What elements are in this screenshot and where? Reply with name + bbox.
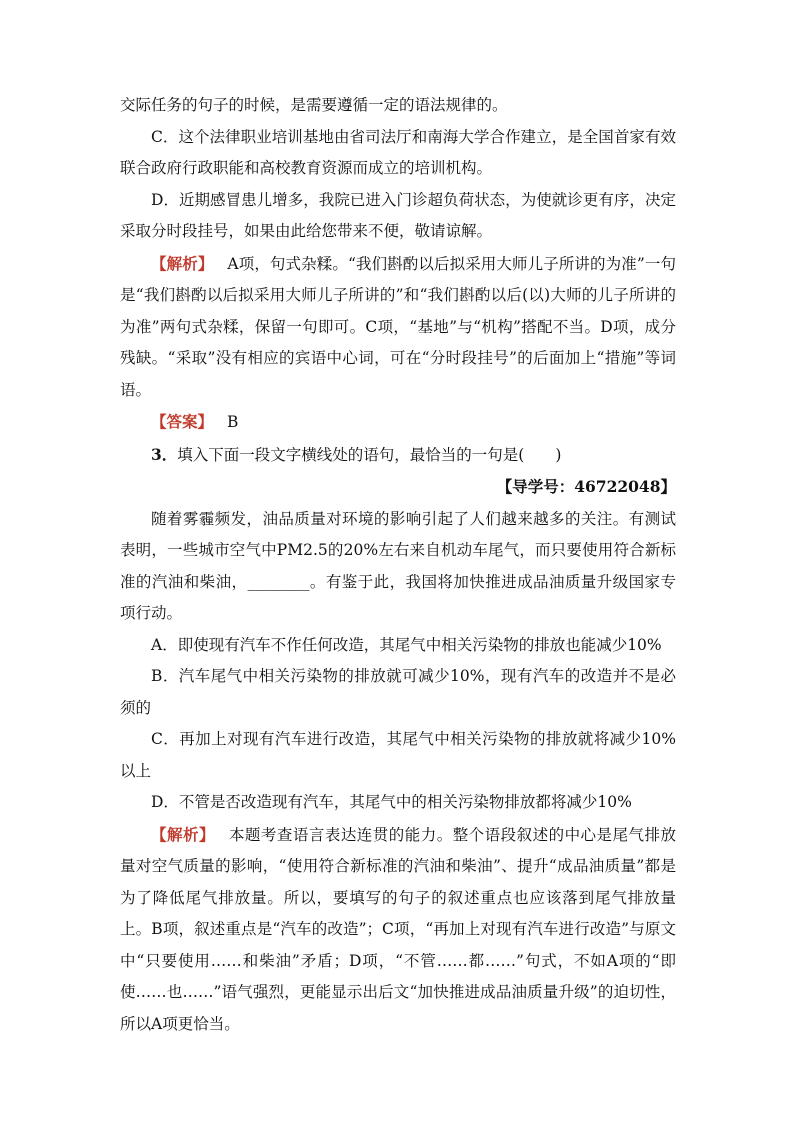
q3-guide-number: 【导学号：46722048】 [496,477,676,496]
answer-label: 【答案】 [151,412,214,431]
q2-option-a-tail: 交际任务的句子的时候，是需要遵循一定的语法规律的。 [120,96,508,114]
document-page [120,90,676,1040]
q3-analysis [120,819,676,1041]
q3-number: 3． [151,444,178,464]
q3-option-b: B．汽车尾气中相关污染物的排放就可减少10%，现有汽车的改造并不是必须的 [120,667,676,717]
q3-stem [120,439,676,472]
q3-option-c: C．再加上对现有汽车进行改造，其尾气中相关污染物的排放就将减少10%以上 [120,730,676,780]
analysis-label: 【解析】 [151,824,215,844]
analysis-label: 【解析】 [151,253,214,273]
q2-analysis-text: A项，句式杂糅。“我们斟酌以后拟采用大师儿子所讲的为准”一句是“我们斟酌以后拟采用大师儿子所讲的”和“我们斟酌以后(以)大师的儿子所讲的为准”两句式杂糅，保留一句即可。C项，“基地”与“机构”搭配不当。D项，成分残缺。“采取”没有相应的宾语中心词，可在“分时段挂号”的后面加上“措施”等词语。 [120,254,676,399]
q3-option-d: D．不管是否改造现有汽车，其尾气中的相关污染物排放都将减少10% [151,793,632,811]
q3-analysis-text: 本题考查语言表达连贯的能力。整个语段叙述的中心是尾气排放量对空气质量的影响，“使用符合新标准的汽油和柴油”、提升“成品油质量”都是为了降低尾气排放量。所以，要填写的句子的叙述重点也应该落到尾气排放量上。B项，叙述重点是“汽车的改造”；C项，“再加上对现有汽车进行改造”与原文中“只要使用……和柴油”矛盾；D项，“不管……都……”句式，不如A项的“即使……也……”语气强烈，更能显示出后文“加快推进成品油质量升级”的迫切性，所以A项更恰当。 [120,825,676,1033]
q2-analysis [120,248,676,407]
q2-option-d: D．近期感冒患儿增多，我院已进入门诊超负荷状态，为使就诊更有序，决定采取分时段挂号，如果由此给您带来不便，敬请谅解。 [120,190,676,240]
q2-answer-text: B [227,413,239,431]
q3-option-a: A．即使现有汽车不作任何改造，其尾气中相关污染物的排放也能减少10% [151,635,662,654]
q3-passage: 随着雾霾频发，油品质量对环境的影响引起了人们越来越多的关注。有测试表明，一些城市空气中PM2.5的20%左右来自机动车尾气，而只要使用符合新标准的汽油和柴油，________。有鉴于此，我国将加快推进成品油质量升级国家专项行动。 [120,509,676,622]
q3-stem-text: 填入下面一段文字横线处的语句，最恰当的一句是( ) [177,445,562,464]
q2-answer [120,406,676,439]
q2-option-c: C．这个法律职业培训基地由省司法厅和南海大学合作建立，是全国首家有效联合政府行政职能和高校教育资源而成立的培训机构。 [120,127,676,177]
